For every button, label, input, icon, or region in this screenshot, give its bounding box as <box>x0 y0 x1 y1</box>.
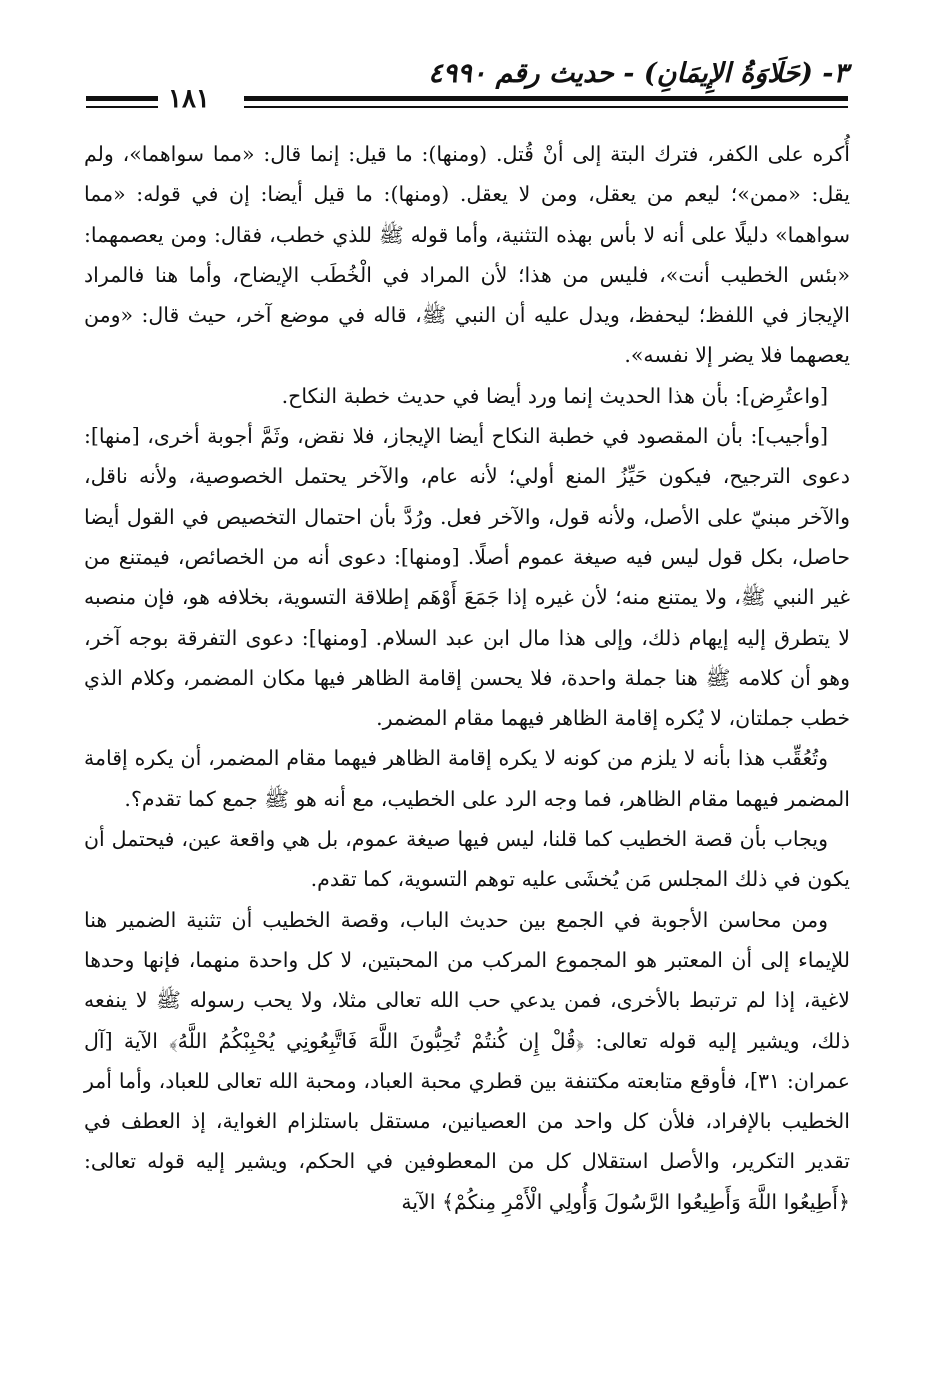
running-header <box>86 58 848 114</box>
body-text <box>84 134 850 1222</box>
header-title: ٣- (حَلَاوَةُ الإِيمَانِ) - حديث رقم ٤٩٩٠ <box>428 58 848 89</box>
paragraph: [واعتُرِض]: بأن هذا الحديث إنما ورد أيضا في حديث خطبة النكاح. <box>281 383 828 408</box>
header-rule <box>244 96 848 108</box>
paragraph: أُكره على الكفر، فترك البتة إلى أنْ قُتل. (ومنها): ما قيل: إنما قال: «مما سواهما»، ولم يقل: «ممن»؛ ليعم من يعقل، ومن لا يعقل. (ومنها): ما قيل أيضا: إن في قوله: «مما سواهما» دليلًا على أنه لا بأس بهذه التثنية، وأما قوله ﷺ للذي خطب، فقال: ومن يعصمهما: «بئس الخطيب أنت»، فليس من هذا؛ لأن المراد في الْخُطَب الإيضاح، وأما هنا فالمراد الإيجاز في اللفظ؛ ليحفظ، ويدل عليه أن النبي ﷺ، قاله في موضع آخر، حيث قال: «ومن يعصهما فلا يضر إلا نفسه». <box>84 142 850 368</box>
header-rule-short <box>86 96 158 108</box>
paragraph: ويجاب بأن قصة الخطيب كما قلنا، ليس فيها صيغة عموم، بل هي واقعة عين، فيحتمل أن يكون في ذلك المجلس مَن يُخشَى عليه توهم التسوية، كما تقدم. <box>84 827 850 892</box>
paragraph: وتُعُقِّب هذا بأنه لا يلزم من كونه لا يكره إقامة الظاهر فيهما مقام المضمر، أن يكره إقامة المضمر فيهما مقام الظاهر، فما وجه الرد على الخطيب، مع أنه هو ﷺ جمع كما تقدم؟. <box>84 746 850 811</box>
paragraph: ومن محاسن الأجوبة في الجمع بين حديث الباب، وقصة الخطيب أن تثنية الضمير هنا للإيماء إلى أن المعتبر هو المجموع المركب من المحبتين، لا كل واحدة منهما، فإنها وحدها لاغية، إذا لم ترتبط بالأخرى، فمن يدعي حب الله تعالى مثلا، ولا يحب رسوله ﷺ لا ينفعه ذلك، ويشير إليه قوله تعالى: ﴿قُلْ إِن كُنتُمْ تُحِبُّونَ اللَّهَ فَاتَّبِعُونِي يُحْبِبْكُمُ اللَّهُ﴾ الآية [آل عمران: ٣١]، فأوقع متابعته مكتنفة بين قطري محبة العباد، ومحبة الله تعالى للعباد، وأما أمر الخطيب بالإفراد، فلأن كل واحد من العصيانين، مستقل باستلزام الغواية، إذ العطف في تقدير التكرير، والأصل استقلال كل من المعطوفين في الحكم، ويشير إليه قوله تعالى: ﴿أَطِيعُوا اللَّهَ وَأَطِيعُوا الرَّسُولَ وَأُولِي الْأَمْرِ مِنكُمْ﴾ الآية <box>84 907 850 1214</box>
paragraph: [وأجيب]: بأن المقصود في خطبة النكاح أيضا الإيجاز، فلا نقض، وثَمَّ أجوبة أخرى، [منها]: دعوى الترجيح، فيكون حَيِّزُ المنع أولي؛ لأنه عام، والآخر يحتمل الخصوصية، ولأنه ناقل، والآخر مبنيّ على الأصل، ولأنه قول، والآخر فعل. ورُدَّ بأن احتمال التخصيص في القول أيضا حاصل، بكل قول ليس فيه صيغة عموم أصلًا. [ومنها]: دعوى أنه من الخصائص، فيمتنع من غير النبي ﷺ، ولا يمتنع منه؛ لأن غيره إذا جَمَعَ أَوْهَم إطلاقة التسوية، بخلافه هو، فإن منصبه لا يتطرق إليه إيهام ذلك، وإلى هذا مال ابن عبد السلام. [ومنها]: دعوى التفرقة بوجه آخر، وهو أن كلامه ﷺ هنا جملة واحدة، فلا يحسن إقامة الظاهر فيها مكان المضمر، وكلام الذي خطب جملتان، لا يُكره إقامة الظاهر فيهما مقام المضمر. <box>84 424 850 731</box>
page-number: ١٨١ <box>168 84 210 114</box>
